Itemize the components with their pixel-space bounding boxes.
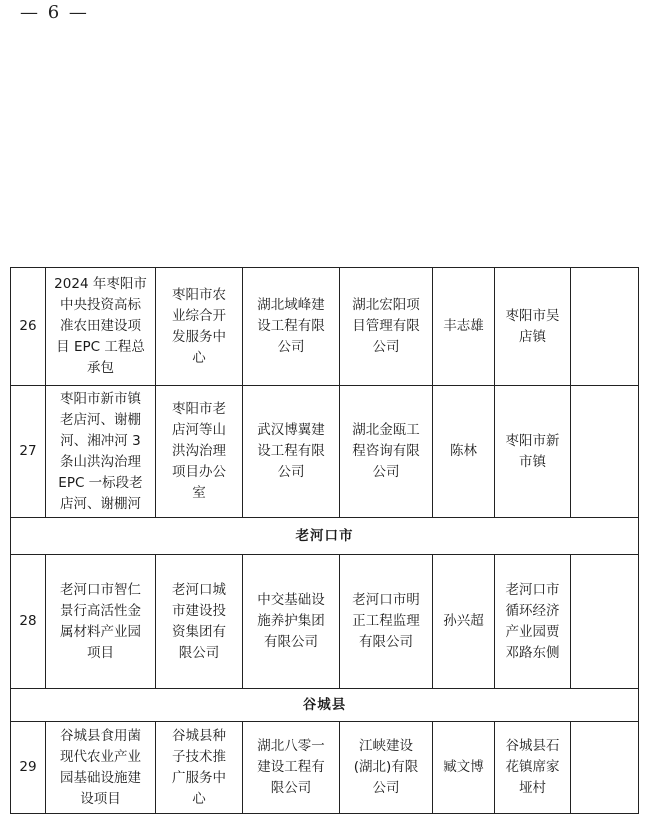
supervisor-cell: 湖北金瓯工 程咨询有限 公司 [340, 386, 433, 518]
contractor-cell: 中交基础设 施养护集团 有限公司 [243, 555, 340, 689]
contractor-cell: 湖北八零一 建设工程有 限公司 [243, 722, 340, 814]
person-cell: 孙兴超 [433, 555, 495, 689]
owner-cell: 枣阳市老 店河等山 洪沟治理 项目办公 室 [156, 386, 243, 518]
note-cell [571, 722, 639, 814]
person-cell: 丰志雄 [433, 268, 495, 386]
supervisor-cell: 湖北宏阳项 目管理有限 公司 [340, 268, 433, 386]
table-row [11, 268, 639, 386]
location-cell: 谷城县石 花镇席家 垭村 [495, 722, 571, 814]
row-index: 26 [11, 268, 46, 386]
project-name-cell: 谷城县食用菌 现代农业产业 园基础设施建 设项目 [46, 722, 156, 814]
location-cell: 老河口市 循环经济 产业园贾 邓路东侧 [495, 555, 571, 689]
region-header-row [11, 518, 639, 555]
region-header-row [11, 689, 639, 722]
page-number: — 6 — [20, 2, 89, 23]
project-table [10, 267, 639, 814]
location-cell: 枣阳市新 市镇 [495, 386, 571, 518]
region-header: 老河口市 [11, 518, 639, 555]
supervisor-cell: 老河口市明 正工程监理 有限公司 [340, 555, 433, 689]
project-name-cell: 老河口市智仁 景行高活性金 属材料产业园 项目 [46, 555, 156, 689]
table-row [11, 555, 639, 689]
owner-cell: 谷城县种 子技术推 广服务中 心 [156, 722, 243, 814]
table-row [11, 386, 639, 518]
person-cell: 陈林 [433, 386, 495, 518]
table-row [11, 722, 639, 814]
contractor-cell: 湖北域峰建 设工程有限 公司 [243, 268, 340, 386]
row-index: 27 [11, 386, 46, 518]
row-index: 29 [11, 722, 46, 814]
person-cell: 臧文博 [433, 722, 495, 814]
location-cell: 枣阳市吴 店镇 [495, 268, 571, 386]
project-name-cell: 2024 年枣阳市 中央投资高标 准农田建设项 目 EPC 工程总 承包 [46, 268, 156, 386]
contractor-cell: 武汉博翼建 设工程有限 公司 [243, 386, 340, 518]
owner-cell: 枣阳市农 业综合开 发服务中 心 [156, 268, 243, 386]
row-index: 28 [11, 555, 46, 689]
owner-cell: 老河口城 市建设投 资集团有 限公司 [156, 555, 243, 689]
supervisor-cell: 江峡建设 (湖北)有限 公司 [340, 722, 433, 814]
region-header: 谷城县 [11, 689, 639, 722]
note-cell [571, 555, 639, 689]
project-name-cell: 枣阳市新市镇 老店河、谢棚 河、湘冲河 3 条山洪沟治理 EPC 一标段老 店河、谢棚河 [46, 386, 156, 518]
note-cell [571, 268, 639, 386]
note-cell [571, 386, 639, 518]
